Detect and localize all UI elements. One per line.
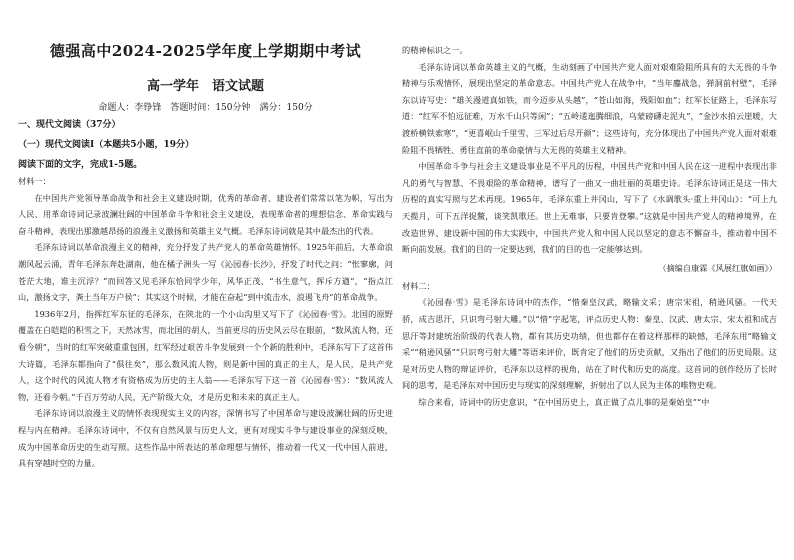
paragraph: 毛泽东诗词以革命英雄主义的气概，生动刻画了中国共产党人面对艰难险阻所具有的大无畏的斗争精神与乐观情怀，展现出坚定的革命意志。中国共产党人在战争中，“当年鏖战急，弹洞前村壁”，毛泽东以诗写史：“雄关漫道真如铁，而今迈步从头越”，“苍山如海，残阳如血”；红军长征路上，毛泽东写道：“红军不怕远征难，万水千山只等闲”；“五岭逶迤腾细浪，乌蒙磅礴走泥丸”，“金沙水拍云崖暖，大渡桥横铁索寒”，“更喜岷山千里雪，三军过后尽开颜”；这些诗句，充分体现出了中国共产党人面对艰难险阻不畏牺牲、勇往直前的革命豪情与大无畏的英雄主义精神。 <box>402 61 777 155</box>
paragraph: 综合来看，诗词中的历史意识，“在中国历史上，真正做了点儿事的是秦始皇”“中 <box>418 396 710 407</box>
paragraph: 在中国共产党领导革命战争和社会主义建设时期，优秀的革命者、建设者们常常以笔为帜，写出为人民、用革命诗词记录波澜壮阔的中国革命斗争和社会主义建设，表现革命者的理想信念、革命实践与奋斗精神，表现出那激越昂扬的浪漫主义激扬和英雄主义气概。毛泽东诗词就是其中最杰出的代表。 <box>18 192 393 236</box>
source-citation: （摘编自康霖《风展红旗如画》） <box>658 262 777 273</box>
right-column <box>402 0 777 410</box>
material-label: 材料一： <box>18 176 51 186</box>
paragraph: 《沁园春·雪》是毛泽东诗词中的杰作，“惜秦皇汉武，略输文采；唐宗宋祖，稍逊风骚。一代天骄，成吉思汗，只识弯弓射大雕。”以“惜”字起笔，评点历史人物：秦皇、汉武、唐太宗、宋太祖和成吉思汗等封建统治阶级的代表人物，都有其历史功绩，但也都存在着这样那样的缺憾，毛泽东用“略输文采”“稍逊风骚”“只识弯弓射大雕”等语来评价，既肯定了他们的历史贡献，又指出了他们的历史局限。这是对历史人物的辩证评价，毛泽东以这样的视角，站在了时代和历史的高度。这首词的创作经历了长时间的思考，是毛泽东对中国历史与现实的深刻理解，折射出了以人民为主体的唯物史观。 <box>402 297 777 391</box>
exam-title: 德强高中2024-2025学年度上学期期中考试 <box>49 42 362 60</box>
subsection-heading: （一）现代文阅读Ⅰ（本题共5小题，19分） <box>18 140 194 150</box>
paragraph: 毛泽东诗词以浪漫主义的情怀表现现实主义的内容，深情书写了中国革命与建设波澜壮阔的历史进程与内在精神。毛泽东诗词中，不仅有自然风景与历史人文，更有对现实斗争与建设事业的深刻反映，成为中国革命历史的生动写照。这些作品中所表达的革命理想与情怀，推动着一代又一代中国人前进，具有穿越时空的力量。 <box>18 408 393 469</box>
paragraph: 1936年2月，指挥红军东征的毛泽东，在陕北的一个小山沟里又写下了《沁园春·雪》。北国的原野覆盖在白皑皑的积雪之下，天然冰雪，而北国的胡人，当前更尽的历史风云尽在眼前，“数风流人物，还看今朝”，当时的红军突破重重包围，红军经过艰苦斗争发展到一个个新的胜利中，毛泽东写下了这首伟大诗篇，毛泽东都指向了“俱往矣”，那么数风流人物，则是新中国的真正的主人，是人民，是共产党人，这个时代的风流人物才有资格成为历史的主人翁——毛泽东写下这一首《沁园春·雪》：“数风流人物，还看今朝。”千百万劳动人民，无产阶级大众，才是历史和未来的真正主人。 <box>18 308 393 402</box>
section-heading: 一、现代文阅读（37分） <box>18 120 121 130</box>
left-column <box>18 0 393 472</box>
exam-subtitle: 高一学年 语文试题 <box>146 79 264 94</box>
paragraph: 毛泽东诗词以革命浪漫主义的精神，充分抒发了共产党人的革命英雄情怀。1925年前后，大革命浪潮风起云涌，青年毛泽东奔赴湖南，他在橘子洲头一写《沁园春·长沙》，抒发了时代之问：“怅寥廓，问苍茫大地，谁主沉浮？”而回答又见毛泽东恰同学少年，风华正茂，“书生意气，挥斥方遒”，“指点江山，激扬文字，粪土当年万户侯”；其实这个时候，才能在奋起“到中流击水，浪遏飞舟”的革命战争。 <box>18 242 393 303</box>
exam-meta: 命题人：李铮锋 答题时间：150分钟 满分：150分 <box>98 103 313 113</box>
material-label: 材料二： <box>402 280 435 291</box>
paragraph-continuation: 的精神标识之一。 <box>402 45 468 55</box>
paragraph: 中国革命斗争与社会主义建设事业是不平凡的历程，中国共产党和中国人民在这一进程中表现出非凡的勇气与智慧、不畏艰险的革命精神，谱写了一曲又一曲壮丽的英雄史诗。毛泽东诗词正是这一伟大历程的真实写照与艺术再现。1965年，毛泽东重上井冈山，写下了《水调歌头·重上井冈山》：“可上九天揽月，可下五洋捉鳖，谈笑凯歌还。世上无难事，只要肯登攀。”这就是中国共产党人的精神境界，在改造世界、建设新中国的伟大实践中，中国共产党人和中国人民以坚定的意志不懈奋斗，推动着中国不断向前发展。我们的目的一定要达到，我们的目的也一定能够达到。 <box>402 161 777 255</box>
reading-instruction: 阅读下面的文字，完成1-5题。 <box>18 160 143 170</box>
